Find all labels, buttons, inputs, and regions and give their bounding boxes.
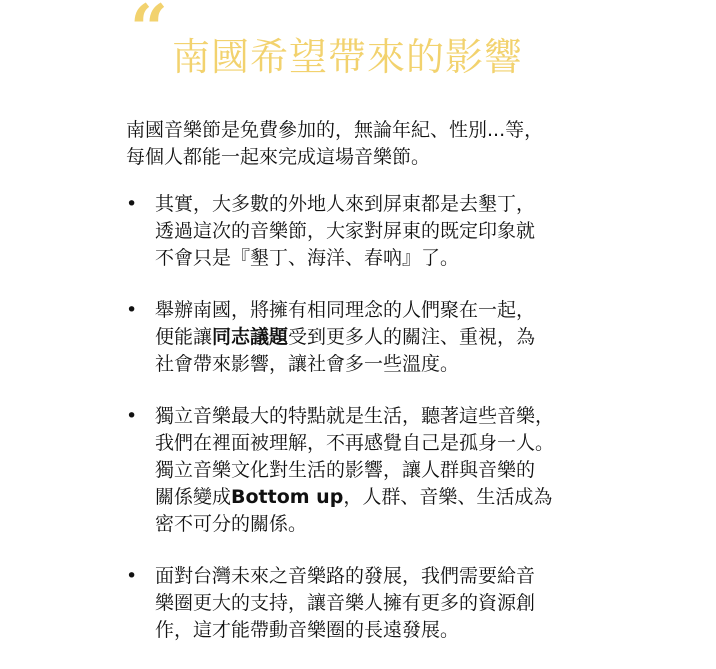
bullet-list <box>126 191 606 669</box>
bullet-line: 獨立音樂文化對生活的影響，讓人群與音樂的 <box>155 459 536 481</box>
bullet-line: 不會只是『墾丁、海洋、春吶』了。 <box>155 247 460 269</box>
bullet-marker: • <box>126 193 138 215</box>
intro-paragraph <box>126 117 596 171</box>
bullet-marker: • <box>126 565 138 587</box>
bullet-marker: • <box>126 299 138 321</box>
bullet-line: 作，這才能帶動音樂圈的長遠發展。 <box>155 619 460 641</box>
text-segment: ，人群、音樂、生活成為 <box>343 486 553 508</box>
bullet-line: 我們在裡面被理解，不再感覺自己是孤身一人。 <box>155 432 555 454</box>
text-segment: 受到更多人的關注、重視，為 <box>288 326 536 348</box>
bullet-line: 獨立音樂最大的特點就是生活，聽著這些音樂， <box>155 405 555 427</box>
text-segment: 便能讓 <box>155 326 213 348</box>
bullet-item-kenting <box>126 191 606 272</box>
quote-mark: “ <box>130 0 164 68</box>
highlight-text: Bottom up <box>231 486 344 508</box>
bullet-item-support <box>126 563 606 644</box>
bullet-marker: • <box>126 405 138 427</box>
bullet-line <box>155 324 606 351</box>
text-segment: 關係變成 <box>155 486 232 508</box>
intro-line: 每個人都能一起來完成這場音樂節。 <box>126 146 431 168</box>
bullet-line <box>155 484 606 511</box>
bullet-line: 樂圈更大的支持，讓音樂人擁有更多的資源創 <box>155 592 536 614</box>
bullet-line: 密不可分的關係。 <box>155 513 308 535</box>
bullet-line: 舉辦南國，將擁有相同理念的人們聚在一起， <box>155 299 536 321</box>
highlight-text: 同志議題 <box>212 326 289 348</box>
page-title: 南國希望帶來的影響 <box>172 35 524 79</box>
bullet-line: 透過這次的音樂節，大家對屏東的既定印象就 <box>155 220 536 242</box>
bullet-line: 面對台灣未來之音樂路的發展，我們需要給音 <box>155 565 536 587</box>
bullet-line: 社會帶來影響，讓社會多一些溫度。 <box>155 353 460 375</box>
intro-line: 南國音樂節是免費參加的，無論年紀、性別...等， <box>126 119 544 141</box>
bullet-item-indie-music <box>126 403 606 538</box>
bullet-item-gathering <box>126 297 606 378</box>
bullet-line: 其實，大多數的外地人來到屏東都是去墾丁， <box>155 193 536 215</box>
